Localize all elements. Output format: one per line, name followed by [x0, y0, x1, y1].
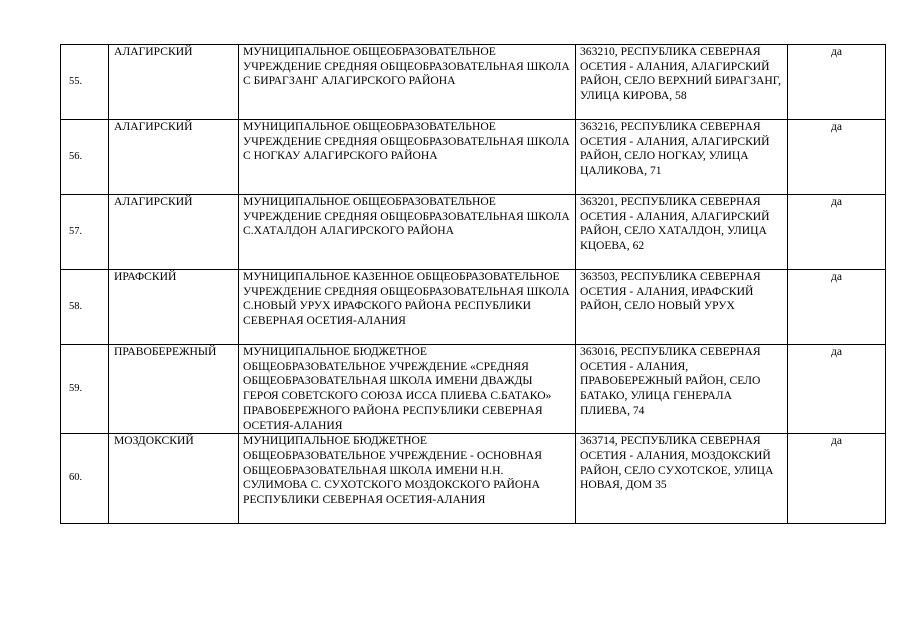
status-cell: да — [788, 120, 886, 195]
table-row — [61, 120, 886, 195]
school-name-cell: МУНИЦИПАЛЬНОЕ КАЗЕННОЕ ОБЩЕОБРАЗОВАТЕЛЬНОЕ УЧРЕЖДЕНИЕ СРЕДНЯЯ ОБЩЕОБРАЗОВАТЕЛЬНАЯ ШКОЛА С.НОВЫЙ УРУХ ИРАФСКОГО РАЙОНА РЕСПУБЛИКИ СЕВЕРНАЯ ОСЕТИЯ-АЛАНИЯ — [239, 270, 576, 345]
district-cell: АЛАГИРСКИЙ — [109, 195, 239, 270]
schools-table — [60, 44, 886, 524]
row-number: 58. — [61, 270, 109, 345]
district-cell: МОЗДОКСКИЙ — [109, 434, 239, 524]
district-cell: АЛАГИРСКИЙ — [109, 120, 239, 195]
row-number: 55. — [61, 45, 109, 120]
address-cell: 363503, РЕСПУБЛИКА СЕВЕРНАЯ ОСЕТИЯ - АЛАНИЯ, ИРАФСКИЙ РАЙОН, СЕЛО НОВЫЙ УРУХ — [576, 270, 788, 345]
school-name-cell: МУНИЦИПАЛЬНОЕ ОБЩЕОБРАЗОВАТЕЛЬНОЕ УЧРЕЖДЕНИЕ СРЕДНЯЯ ОБЩЕОБРАЗОВАТЕЛЬНАЯ ШКОЛА С БИРАГЗАНГ АЛАГИРСКОГО РАЙОНА — [239, 45, 576, 120]
table-row — [61, 345, 886, 434]
row-number: 60. — [61, 434, 109, 524]
table-row — [61, 270, 886, 345]
status-cell: да — [788, 195, 886, 270]
table-row — [61, 434, 886, 524]
table-row — [61, 195, 886, 270]
district-cell: ИРАФСКИЙ — [109, 270, 239, 345]
school-name-cell: МУНИЦИПАЛЬНОЕ ОБЩЕОБРАЗОВАТЕЛЬНОЕ УЧРЕЖДЕНИЕ СРЕДНЯЯ ОБЩЕОБРАЗОВАТЕЛЬНАЯ ШКОЛА С.ХАТАЛДОН АЛАГИРСКОГО РАЙОНА — [239, 195, 576, 270]
address-cell: 363016, РЕСПУБЛИКА СЕВЕРНАЯ ОСЕТИЯ - АЛАНИЯ, ПРАВОБЕРЕЖНЫЙ РАЙОН, СЕЛО БАТАКО, УЛИЦА ГЕНЕРАЛА ПЛИЕВА, 74 — [576, 345, 788, 434]
table-row — [61, 45, 886, 120]
school-name-cell: МУНИЦИПАЛЬНОЕ БЮДЖЕТНОЕ ОБЩЕОБРАЗОВАТЕЛЬНОЕ УЧРЕЖДЕНИЕ - ОСНОВНАЯ ОБЩЕОБРАЗОВАТЕЛЬНАЯ ШКОЛА ИМЕНИ Н.Н. СУЛИМОВА С. СУХОТСКОГО МОЗДОКСКОГО РАЙОНА РЕСПУБЛИКИ СЕВЕРНАЯ ОСЕТИЯ-АЛАНИЯ — [239, 434, 576, 524]
row-number: 57. — [61, 195, 109, 270]
status-cell: да — [788, 345, 886, 434]
address-cell: 363216, РЕСПУБЛИКА СЕВЕРНАЯ ОСЕТИЯ - АЛАНИЯ, АЛАГИРСКИЙ РАЙОН, СЕЛО НОГКАУ, УЛИЦА ЦАЛИКОВА, 71 — [576, 120, 788, 195]
address-cell: 363201, РЕСПУБЛИКА СЕВЕРНАЯ ОСЕТИЯ - АЛАНИЯ, АЛАГИРСКИЙ РАЙОН, СЕЛО ХАТАЛДОН, УЛИЦА КЦОЕВА, 62 — [576, 195, 788, 270]
status-cell: да — [788, 45, 886, 120]
status-cell: да — [788, 270, 886, 345]
row-number: 59. — [61, 345, 109, 434]
row-number: 56. — [61, 120, 109, 195]
district-cell: ПРАВОБЕРЕЖНЫЙ — [109, 345, 239, 434]
status-cell: да — [788, 434, 886, 524]
address-cell: 363210, РЕСПУБЛИКА СЕВЕРНАЯ ОСЕТИЯ - АЛАНИЯ, АЛАГИРСКИЙ РАЙОН, СЕЛО ВЕРХНИЙ БИРАГЗАНГ, УЛИЦА КИРОВА, 58 — [576, 45, 788, 120]
district-cell: АЛАГИРСКИЙ — [109, 45, 239, 120]
school-name-cell: МУНИЦИПАЛЬНОЕ БЮДЖЕТНОЕ ОБЩЕОБРАЗОВАТЕЛЬНОЕ УЧРЕЖДЕНИЕ «СРЕДНЯЯ ОБЩЕОБРАЗОВАТЕЛЬНАЯ ШКОЛА ИМЕНИ ДВАЖДЫ ГЕРОЯ СОВЕТСКОГО СОЮЗА ИССА ПЛИЕВА С.БАТАКО» ПРАВОБЕРЕЖНОГО РАЙОНА РЕСПУБЛИКИ СЕВЕРНАЯ ОСЕТИЯ-АЛАНИЯ — [239, 345, 576, 434]
address-cell: 363714, РЕСПУБЛИКА СЕВЕРНАЯ ОСЕТИЯ - АЛАНИЯ, МОЗДОКСКИЙ РАЙОН, СЕЛО СУХОТСКОЕ, УЛИЦА НОВАЯ, ДОМ 35 — [576, 434, 788, 524]
school-name-cell: МУНИЦИПАЛЬНОЕ ОБЩЕОБРАЗОВАТЕЛЬНОЕ УЧРЕЖДЕНИЕ СРЕДНЯЯ ОБЩЕОБРАЗОВАТЕЛЬНАЯ ШКОЛА С НОГКАУ АЛАГИРСКОГО РАЙОНА — [239, 120, 576, 195]
